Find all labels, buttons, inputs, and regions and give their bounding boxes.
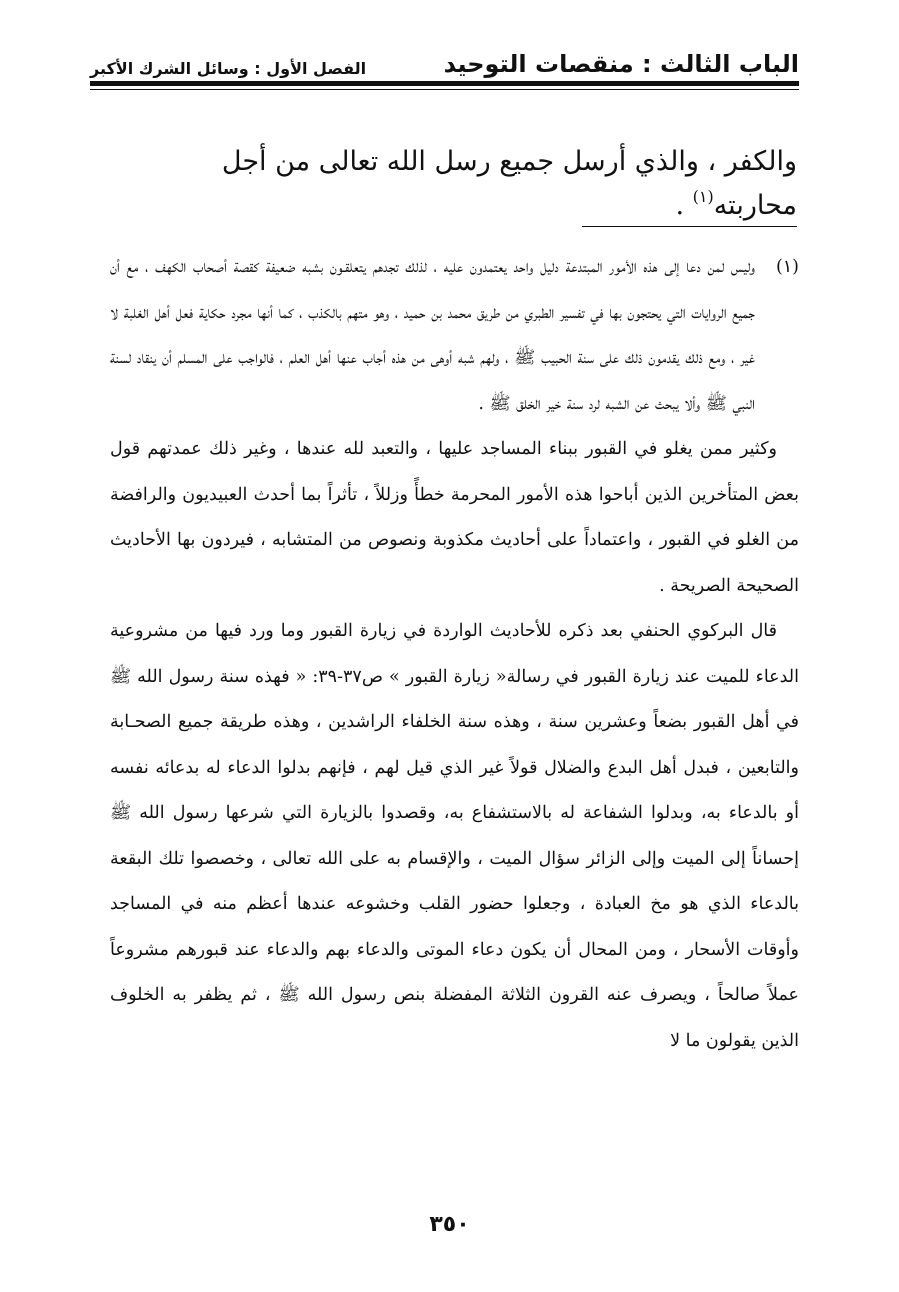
footnote-1: [110, 245, 799, 427]
main-text-end: .: [675, 190, 693, 221]
footnote-reference: (١): [692, 187, 714, 206]
header-rule-thick: [90, 81, 799, 86]
page-number: ٣٥٠: [429, 1212, 470, 1237]
main-text-body: والكفر ، والذي أرسل جميع رسل الله تعالى من أجل محاربته: [221, 146, 797, 221]
header-rule-thin: [90, 89, 799, 90]
footnote-paragraph-2: وكثير ممن يغلو في القبور ببناء المساجد عليها ، والتعبد لله عندها ، وغير ذلك عمدتهم قول بعض المتأخرين الذين أباحوا هذه الأمور المحرمة خطأً وزللاً ، تأثراً بما أحدث العبيديون والرافضة من الغلو في القبور ، واعتماداً على أحاديث مكذوبة ونصوص من المتشابه ، فيردون بها الأحاديث الصحيحة الصريحة .: [110, 439, 799, 596]
footnote-paragraph-1: وليس لمن دعا إلى هذه الأمور المبتدعة دليل واحد يعتمدون عليه ، لذلك تجدهم يتعلقـون بشبه ضعيفة كقصة أصحاب الكهف ، مع أن جميع الروايات التي يحتجون بها في تفسير الطبري من طريق محمد بن حميد ، وهو متهم بالكذب ، كما أنها مجرد حكاية فعل أهل الغلبة لا غير ، ومع ذلك يقدمون ذلك على سنة الحبيب ﷺ ، ولهم شبه أوهى من هذه أجاب عنها أهل العلم ، فالواجب على المسلم أن ينقاد لسنة النبي ﷺ وألا يبحث عن الشبه لرد سنة خير الخلق ﷺ .: [110, 257, 755, 414]
chapter-title: الباب الثالث : منقصات التوحيد: [443, 50, 799, 78]
footnote-number: (١): [775, 257, 799, 277]
footnote-separator: [582, 226, 797, 227]
main-text: [110, 140, 797, 228]
footnote-paragraph-3: قال البركوي الحنفي بعد ذكره للأحاديث الواردة في زيارة القبور وما ورد فيها من مشروعية الدعاء للميت عند زيارة القبور في رسالة« زيارة القبور » ص٣٧-٣٩: « فهذه سنة رسول الله ﷺ في أهل القبور بضعاً وعشرين سنة ، وهذه سنة الخلفاء الراشدين ، وهذه طريقة جميع الصحـابة والتابعين ، فبدل أهل البدع والضلال قولاً غير الذي قيل لهم ، فإنهم بدلوا الدعاء له بدعائه نفسه أو بالدعاء به، وبدلوا الشفاعة له بالاستشفاع به، وقصدوا بالزيارة التي شرعها رسول الله ﷺ إحساناً إلى الميت وإلى الزائر سؤال الميت ، والإقسام به على الله تعالى ، وخصصوا تلك البقعة بالدعاء الذي هو مخ العبادة ، وجعلوا حضور القلب وخشوعه عندها أعظم منه في المساجد وأوقات الأسحار ، ومن المحال أن يكون دعاء الموتى والدعاء بهم والدعاء عند قبورهم مشروعاً عملاً صالحاً ، ويصرف عنه القرون الثلاثة المفضلة بنص رسول الله ﷺ ، ثم يظفر به الخلوف الذين يقولون ما لا: [110, 621, 799, 1051]
footnotes-area: [110, 245, 799, 1064]
section-title: الفصل الأول : وسائل الشرك الأكبر: [90, 59, 367, 78]
running-header: [90, 38, 799, 78]
